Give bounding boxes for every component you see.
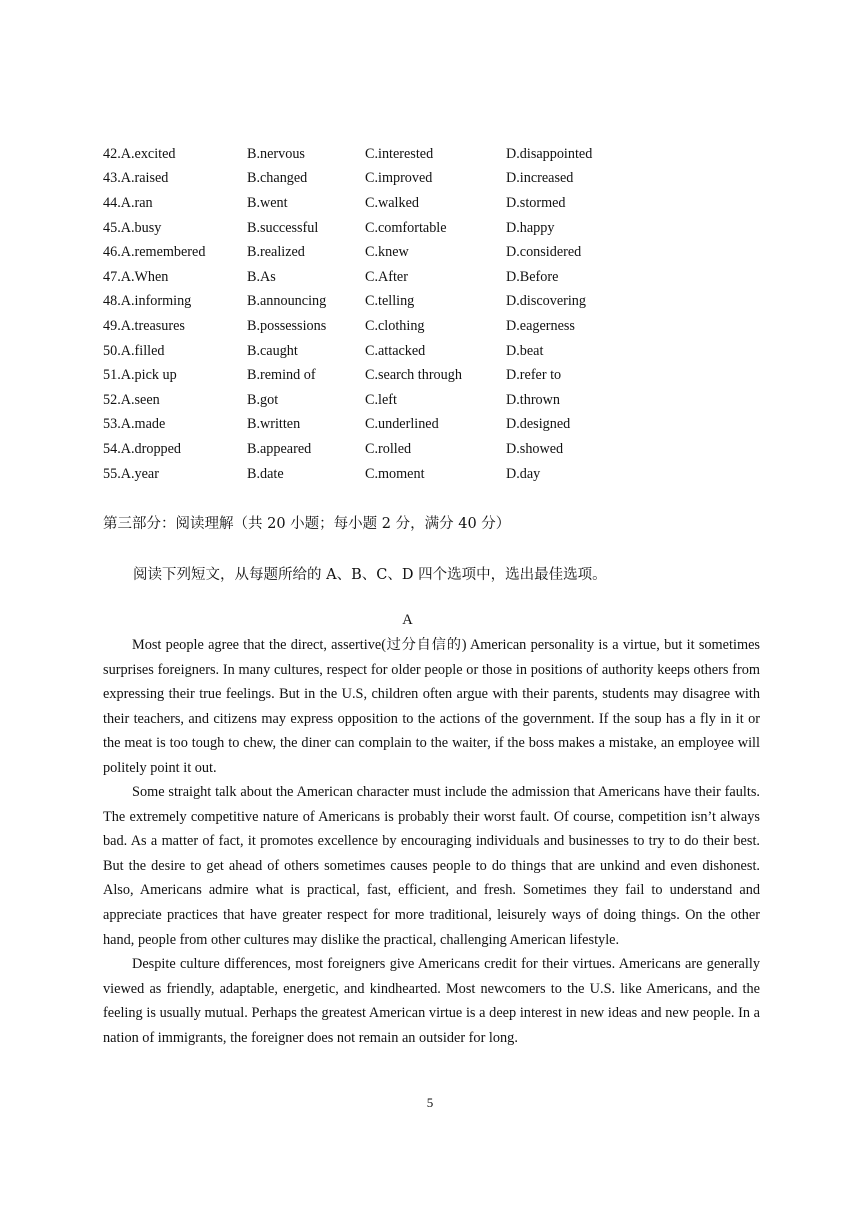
option-d: D.eagerness bbox=[506, 317, 575, 334]
option-c: C.search through bbox=[365, 367, 462, 384]
passage-paragraph: Despite culture differences, most foreigners give Americans credit for their virtues. Americans are generally viewed as friendly, adaptable, energetic, and kindhearted. Most newcomers to the U.S. like Americans, and the feeling is usually mutual. Perhaps the greatest American virtue is a deep interest in new ideas and new people. In a nation of immigrants, the foreigner does not remain an outsider for long. bbox=[103, 956, 760, 1046]
option-d: D.stormed bbox=[506, 194, 566, 211]
option-c: C.moment bbox=[365, 465, 425, 482]
option-c: C.clothing bbox=[365, 317, 425, 334]
passage-paragraph: Most people agree that the direct, assertive(过分自信的) American personality is a virtue, but it sometimes surprises foreigners. In many cultures, respect for older people or those in positions of authority keeps others from expressing their true feelings. But in the U.S, children often argue with their parents, students may disagree with their teachers, and citizens may express opposition to the actions of the government. If the soup has a fly in it or the meat is too tough to chew, the diner can complain to the waiter, if the boss makes a mistake, an employee will politely point it out. bbox=[103, 637, 760, 776]
option-d: D.designed bbox=[506, 416, 571, 433]
option-c: C.rolled bbox=[365, 440, 412, 457]
option-d: D.discovering bbox=[506, 293, 586, 310]
option-b: B.possessions bbox=[247, 317, 327, 334]
options-row bbox=[103, 314, 763, 339]
option-d: D.refer to bbox=[506, 367, 562, 384]
options-row bbox=[103, 388, 763, 413]
option-c: C.interested bbox=[365, 145, 434, 162]
option-c: C.underlined bbox=[365, 416, 439, 433]
options-row bbox=[103, 339, 763, 364]
passage-paragraph: Some straight talk about the American character must include the admission that Americans have their faults. The extremely competitive nature of Americans is probably their worst fault. Of course, competition isn’t always bad. As a matter of fact, it promotes excellence by encouraging individuals and businesses to try to do their best. But the desire to get ahead of others sometimes causes people to do things that are unkind and even dishonest. Also, Americans admire what is practical, fast, efficient, and fresh. Sometimes they fail to understand and appreciate practices that have greater respect for more traditional, leisurely ways of doing things. On the other hand, people from other cultures may dislike the practical, challenging American lifestyle. bbox=[103, 784, 760, 948]
option-d: D.thrown bbox=[506, 391, 560, 408]
options-row bbox=[103, 191, 763, 216]
option-b: B.appeared bbox=[247, 440, 312, 457]
option-b: B.announcing bbox=[247, 293, 327, 310]
option-c: C.comfortable bbox=[365, 219, 447, 236]
page-number: 5 bbox=[426, 1095, 434, 1110]
options-row bbox=[103, 462, 763, 487]
option-a: 47.A.When bbox=[103, 268, 169, 285]
option-c: C.walked bbox=[365, 194, 419, 211]
options-row bbox=[103, 265, 763, 290]
option-b: B.written bbox=[247, 416, 301, 433]
option-b: B.As bbox=[247, 268, 276, 285]
option-a: 45.A.busy bbox=[103, 219, 162, 236]
option-b: B.went bbox=[247, 194, 288, 211]
option-a: 55.A.year bbox=[103, 465, 159, 482]
reading-instruction: 阅读下列短文，从每题所给的 A、B、C、D 四个选项中，选出最佳选项。 bbox=[133, 567, 607, 583]
option-d: D.disappointed bbox=[506, 145, 593, 162]
option-c: C.knew bbox=[365, 244, 409, 261]
option-a: 48.A.informing bbox=[103, 293, 192, 310]
option-b: B.successful bbox=[247, 219, 319, 236]
option-a: 52.A.seen bbox=[103, 391, 160, 408]
options-row bbox=[103, 290, 763, 315]
option-c: C.attacked bbox=[365, 342, 426, 359]
option-d: D.Before bbox=[506, 268, 559, 285]
options-row bbox=[103, 413, 763, 438]
reading-passage bbox=[103, 633, 760, 1050]
option-a: 44.A.ran bbox=[103, 194, 153, 211]
option-b: B.date bbox=[247, 465, 284, 482]
options-row bbox=[103, 167, 763, 192]
options-row bbox=[103, 437, 763, 462]
option-a: 53.A.made bbox=[103, 416, 166, 433]
option-d: D.beat bbox=[506, 342, 544, 359]
option-d: D.day bbox=[506, 465, 541, 482]
options-row bbox=[103, 240, 763, 265]
option-a: 46.A.remembered bbox=[103, 244, 206, 261]
option-b: B.nervous bbox=[247, 145, 305, 162]
option-a: 51.A.pick up bbox=[103, 367, 177, 384]
option-c: C.left bbox=[365, 391, 397, 408]
options-table bbox=[103, 142, 763, 486]
options-row bbox=[103, 363, 763, 388]
option-c: C.telling bbox=[365, 293, 415, 310]
option-a: 50.A.filled bbox=[103, 342, 165, 359]
option-d: D.happy bbox=[506, 219, 555, 236]
option-c: C.After bbox=[365, 268, 408, 285]
option-b: B.remind of bbox=[247, 367, 316, 384]
option-c: C.improved bbox=[365, 170, 433, 187]
option-a: 42.A.excited bbox=[103, 145, 176, 162]
option-b: B.got bbox=[247, 391, 279, 408]
option-d: D.increased bbox=[506, 170, 574, 187]
option-a: 43.A.raised bbox=[103, 170, 169, 187]
section-title: 第三部分：阅读理解（共 20 小题；每小题 2 分，满分 40 分） bbox=[103, 516, 511, 532]
option-a: 54.A.dropped bbox=[103, 440, 182, 457]
option-b: B.caught bbox=[247, 342, 298, 359]
option-d: D.considered bbox=[506, 244, 582, 261]
option-b: B.realized bbox=[247, 244, 305, 261]
option-a: 49.A.treasures bbox=[103, 317, 185, 334]
option-b: B.changed bbox=[247, 170, 308, 187]
options-row bbox=[103, 216, 763, 241]
option-d: D.showed bbox=[506, 440, 564, 457]
passage-letter: A bbox=[402, 612, 413, 628]
options-row bbox=[103, 142, 763, 167]
